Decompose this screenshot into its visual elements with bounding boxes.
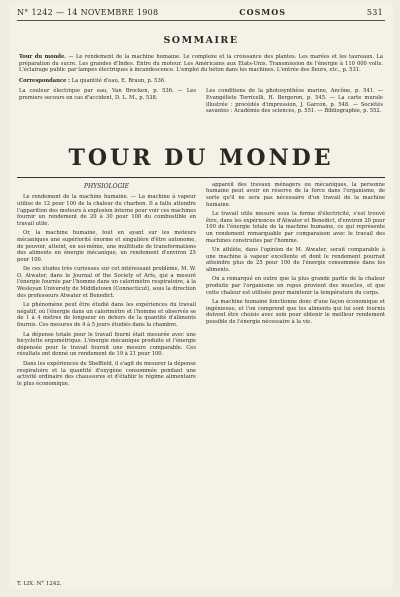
page-number: 531	[366, 8, 383, 17]
header-rule	[17, 20, 385, 21]
article-paragraph: Or, la machine humaine, tout en ayant sur les moteurs mécaniques une supériorité énorme et singulière d'être autonome, de pouvoir, atteint, en soi-même, une multitude de transformations des aliments en énergie mécanique, un rendement d'environ 25 pour 100.	[17, 230, 196, 263]
article-paragraph: De ces études très curieuses sur cet intéressant problème, M. W. O. Atwater, dans le Journal of the Society of Arts, qui a mesuré l'énergie fournie par l'homme dans un calorimètre respiratoire, à la Wesleyan University de Middletown (Connecticut), sous la direction des professeurs Atwater et Benedict.	[17, 266, 196, 299]
article-section-title: PHYSIOLOGIE	[83, 182, 130, 190]
article-paragraph: Dans les expériences de Sheffield, il s'agit de mesurer la dépense respiratoire et la quantité d'oxygène consommée pendant une activité ordinaire des chaussures et d'établir le régime alimentaire le plus économique.	[17, 361, 196, 387]
sommaire-articles	[19, 88, 383, 114]
article-left-column	[17, 182, 196, 391]
sommaire-corr-label: Correspondance :	[19, 77, 71, 84]
sommaire-correspondance-entry	[19, 78, 383, 85]
sommaire-block	[19, 54, 383, 115]
article-paragraph: La machine humaine fonctionne donc d'une façon économique et ingénieuse, et l'on comprend que les aliments qui lui sont fournis doivent être choisis avec soin pour obtenir le meilleur rendement possible de l'énergie nécessaire à la vie.	[206, 299, 385, 326]
article-paragraph: On a remarqué en outre que la plus grande partie de la chaleur produite par l'organisme en repos provient des muscles, et que cette chaleur est utilisée pour maintenir la température du corps.	[206, 276, 385, 296]
sommaire-title: SOMMAIRE	[163, 35, 239, 46]
article-paragraph: Le rendement de la machine humaine. — La machine à vapeur utilise de 12 pour 100 de la chaleur du charbon. Il a fallu attendre l'apparition des moteurs à explosion interne pour voir ces machines fournir un rendement de 20 à 30 pour 100 du combustible en travail utile.	[17, 194, 196, 227]
article-paragraph: La dépense totale pour le travail fourni était mesurée avec une bicyclette ergométrique. L'énergie mécanique produite et l'énergie dépensée pour le travail fournit une mesure comparable. Ces résultats ont donné un rendement de 19 à 21 pour 100.	[17, 331, 196, 358]
article-paragraph: Le travail utile mesuré sous la forme d'électricité, s'est trouvé être, dans les expériences d'Atwater et Benedict, d'environ 20 pour 100 de l'énergie totale de la machine humaine, ce qui représente un rendement remarquable par comparaison avec le travail des machines construites par l'homme.	[206, 211, 385, 244]
issue-number: N° 1242 — 14 NOVEMBRE 1908	[17, 8, 159, 17]
section-heading: TOUR DU MONDE	[68, 144, 334, 171]
journal-page	[9, 3, 393, 589]
article-columns	[17, 182, 385, 391]
sommaire-corr-text: La quantité d'eau, E. Braun, p. 536.	[71, 77, 166, 84]
page-header	[9, 3, 393, 17]
sommaire-articles-left: La couleur électrique par eau, Van Brocken, p. 536. — Les premiers secours en cas d'accident, D. L. M., p. 538.	[19, 88, 196, 101]
article-paragraph: Un athlète, dans l'opinion de M. Atwater, serait comparable à une machine à vapeur excellente et dont le rendement pourrait atteindre plus de 25 pour 100 de l'énergie consommée dans les aliments.	[206, 247, 385, 273]
sommaire-articles-right: Les conditions de la photosynthèse marine, Ancône, p. 541. — Evangéliste Torricelli, H. Bergeron, p. 545. — La carte murale illustrée : procédés d'impression, J. Garcon, p. 548. — Sociétés savantes : Académie des sciences, p. 551. — Bibliographie, p. 552.	[206, 88, 383, 115]
sommaire-tour-text: — Le rendement de la machine humaine. Le complexe et la croissance des plantes. Les marées et les taureaux. La préparation du sucre. Les grandes d'Indes. Entre du moteur. Les Américains aux Etats-Unis. Transmission de l'énergie à 110 000 volts. L'éclairage public par lampes électriques à incandescence. L'emploi du béton dans les machines. L'entrée des fleurs, etc., p. 531.	[19, 54, 383, 74]
article-right-column	[206, 182, 385, 391]
article-paragraph: Le phénomène peut être étudié dans les expériences du travail négatif, où l'énergie dans un calorimètre et l'homme et observés se de 1 à 4 mètres de longueur en dehors de la quantité d'aliments fournis. Ces mesures de 4 à 5 jours étudiés dans la chambre.	[17, 302, 196, 329]
journal-title: COSMOS	[239, 7, 286, 17]
sommaire-tour-entry	[19, 54, 383, 74]
sommaire-tour-label: Tour du monde.	[19, 54, 67, 60]
page-footer: T. LIX. N° 1242.	[17, 581, 62, 587]
article-paragraph: appareil des travaux ménagers ou mécaniques, la personne humaine peut avoir en réserve de la force dans l'organisme, de sorte qu'il ne sera pas nécessaire d'un travail de la machine humaine.	[206, 181, 385, 208]
section-rule	[17, 177, 385, 178]
